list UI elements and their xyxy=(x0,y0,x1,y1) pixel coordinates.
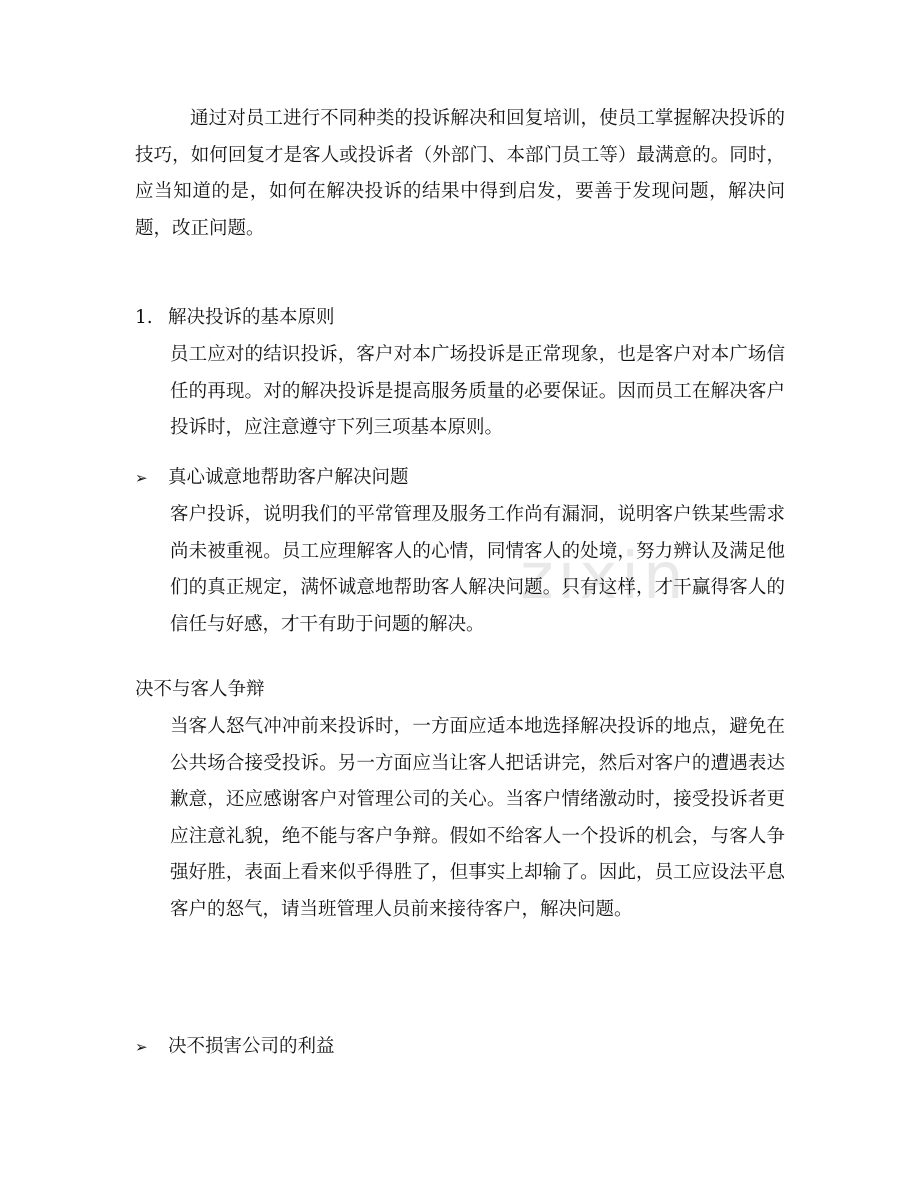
bullet-1-body: 客户投诉，说明我们的平常管理及服务工作尚有漏洞，说明客户铁某些需求尚未被重视。员工应理解客人的心情，同情客人的处境，努力辨认及满足他们的真正规定，满怀诚意地帮助客人解决问题。只有这样，才干赢得客人的信任与好感，才干有助于问题的解决。 xyxy=(170,504,785,635)
bullet-heading-1 xyxy=(135,460,409,497)
intro-paragraph: 通过对员工进行不同种类的投诉解决和回复培训，使员工掌握解决投诉的技巧，如何回复才是客人或投诉者（外部门、本部门员工等）最满意的。同时，应当知道的是，如何在解决投诉的结果中得到启发，要善于发现问题，解决问题，改正问题。 xyxy=(135,108,785,239)
section-1-title: 解决投诉的基本原则 xyxy=(168,307,335,328)
section-1-body: 员工应对的结识投诉，客户对本广场投诉是正常现象，也是客户对本广场信任的再现。对的解决投诉是提高服务质量的必要保证。因而员工在解决客户投诉时，应注意遵守下列三项基本原则。 xyxy=(170,344,785,438)
bullet-1-title: 真心诚意地帮助客户解决问题 xyxy=(168,467,409,488)
bullet-2-title: 决不损害公司的利益 xyxy=(168,1036,335,1057)
heading-2-body: 当客人怒气冲冲前来投诉时，一方面应适本地选择解决投诉的地点，避免在公共场合接受投诉。另一方面应当让客人把话讲完，然后对客户的遭遇表达歉意，还应感谢客户对管理公司的关心。当客户情绪激动时，接受投诉者更应注意礼貌，绝不能与客户争辩。假如不给客人一个投诉的机会，与客人争强好胜，表面上看来似乎得胜了，但事实上却输了。因此，员工应设法平息客户的怒气，请当班管理人员前来接待客户，解决问题。 xyxy=(170,716,785,920)
section-1-number: 1. xyxy=(135,307,153,328)
watermark: zixin xyxy=(520,540,688,614)
heading-2: 决不与客人争辩 xyxy=(135,679,265,700)
section-1-heading xyxy=(135,300,335,337)
arrow-bullet-icon: ➢ xyxy=(135,1038,148,1056)
bullet-heading-2 xyxy=(135,1029,335,1066)
arrow-bullet-icon: ➢ xyxy=(135,469,148,487)
